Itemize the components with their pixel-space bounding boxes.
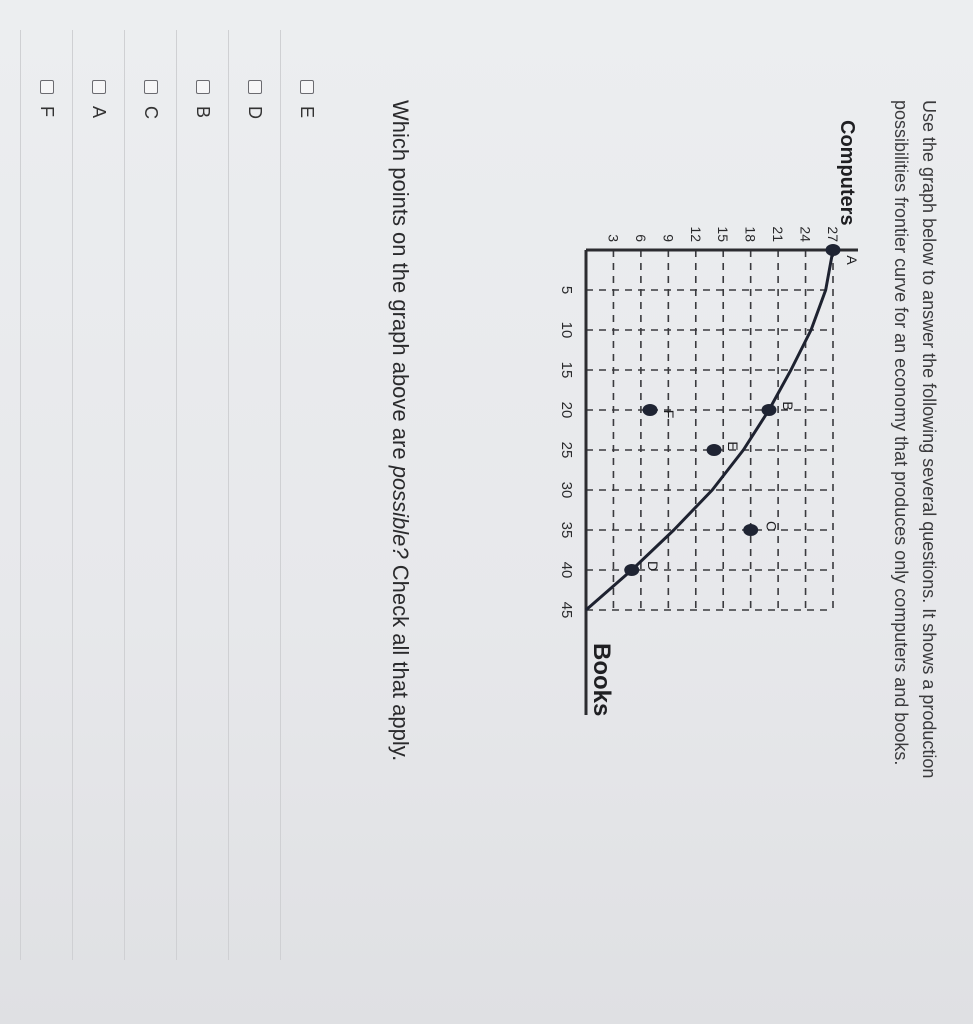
option-label-b: B [193,106,214,119]
checkbox-b[interactable] [196,80,210,94]
y-tick-label: 18 [742,226,759,242]
point-label-b: B [779,401,796,411]
point-label-c: C [763,520,780,532]
y-tick-label: 21 [770,226,787,242]
y-tick-label: 9 [660,234,677,242]
option-f[interactable] [20,30,73,960]
checkbox-c[interactable] [144,80,158,94]
question-intro [887,100,943,960]
option-label-e: E [297,106,318,119]
x-tick-label: 25 [558,441,575,459]
checkbox-d[interactable] [248,80,262,94]
point-a [826,244,841,256]
option-a[interactable] [72,30,125,960]
y-tick-label: 6 [632,234,649,242]
point-f [643,404,658,416]
y-tick-label: 3 [605,234,622,242]
point-label-a: A [844,255,860,265]
x-tick-label: 10 [558,321,575,339]
point-label-d: D [644,560,661,572]
x-tick-label: 5 [558,285,575,295]
option-label-f: F [37,106,58,117]
intro-line-2: possibilities frontier curve for an economy that produces only computers and books. [891,100,911,766]
x-tick-label: 15 [558,361,575,379]
point-e [707,444,722,456]
x-tick-label: 35 [558,521,575,539]
option-e[interactable] [280,30,333,960]
point-d [624,564,639,576]
point-label-f: F [661,409,678,419]
ppf-chart [543,100,878,740]
intro-line-1: Use the graph below to answer the following several questions. It shows a production [919,100,939,779]
checkbox-f[interactable] [40,80,54,94]
x-axis-title: Books [588,643,615,717]
y-tick-label: 12 [687,226,704,242]
prompt-prefix: Which points on the graph above are [388,100,413,466]
point-b [761,404,776,416]
option-c[interactable] [124,30,177,960]
x-tick-label: 20 [558,401,575,419]
ppf-chart-svg [543,100,878,740]
point-label-e: E [725,441,742,451]
x-tick-label: 45 [558,601,575,619]
y-tick-label: 15 [715,226,732,242]
ppf-curve [586,250,833,610]
option-label-d: D [245,106,266,119]
question-prompt [387,100,413,960]
point-c [743,524,758,536]
option-label-a: A [89,106,110,119]
x-tick-label: 30 [558,481,575,499]
y-tick-label: 24 [797,226,814,242]
prompt-emphasis: possible? [388,465,413,559]
checkbox-a[interactable] [92,80,106,94]
checkbox-e[interactable] [300,80,314,94]
option-b[interactable] [176,30,229,960]
y-axis-title: Computers [836,120,858,226]
y-tick-label: 27 [825,226,841,242]
option-label-c: C [141,106,162,119]
option-d[interactable] [228,30,281,960]
prompt-suffix: Check all that apply. [388,558,413,762]
x-tick-label: 40 [558,561,575,579]
